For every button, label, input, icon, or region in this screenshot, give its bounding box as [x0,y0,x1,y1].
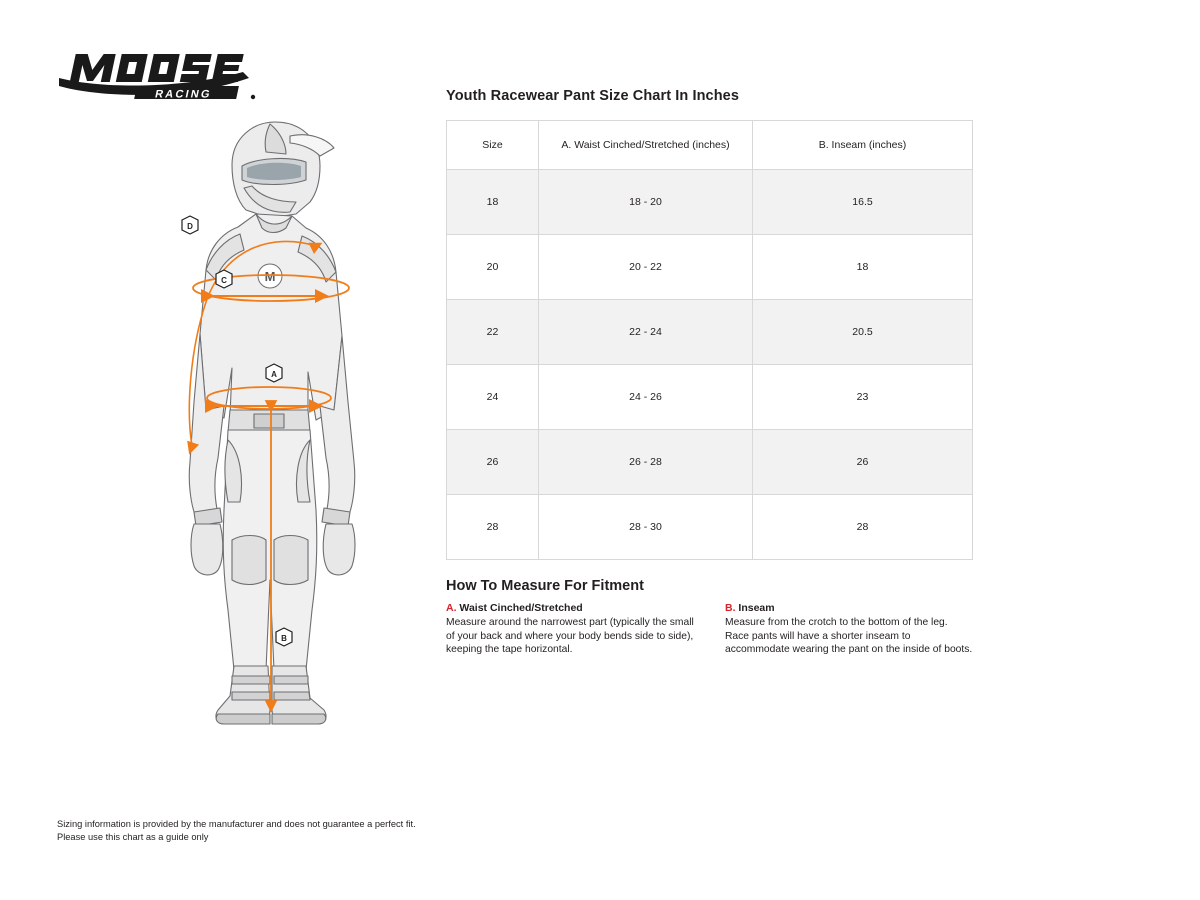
cell-inseam: 28 [753,495,973,560]
measure-body-a: Measure around the narrowest part (typically the small of your back and where your body bends side to side), keeping the tape horizontal. [446,617,694,656]
cell-waist: 22 - 24 [539,300,753,365]
table-row [447,430,973,495]
svg-text:C: C [221,276,227,285]
size-chart-panel [446,88,974,657]
cell-inseam: 23 [753,365,973,430]
cell-waist: 28 - 30 [539,495,753,560]
cell-inseam: 18 [753,235,973,300]
cell-inseam: 16.5 [753,170,973,235]
page-title: Youth Racewear Pant Size Chart In Inches [446,88,740,104]
measure-letter-b: B. [725,602,736,614]
cell-size: 24 [447,365,539,430]
measure-item-waist [446,602,695,657]
measure-heading-b: Inseam [738,602,775,614]
table-row [447,300,973,365]
moose-racing-logo [57,48,257,103]
rider-measurement-diagram [120,110,420,730]
table-row [447,365,973,430]
svg-text:A: A [271,370,277,379]
measure-heading-a: Waist Cinched/Stretched [459,602,583,614]
table-row [447,235,973,300]
svg-text:M: M [264,269,276,284]
svg-text:D: D [187,222,193,231]
cell-inseam: 20.5 [753,300,973,365]
table-header-row [447,121,973,170]
cell-inseam: 26 [753,430,973,495]
how-to-measure-title: How To Measure For Fitment [446,578,644,594]
cell-waist: 24 - 26 [539,365,753,430]
disclaimer [57,818,416,845]
chest-logo-badge [258,264,282,288]
how-to-measure-section [446,578,974,657]
svg-text:RACING: RACING [153,88,213,101]
cell-size: 18 [447,170,539,235]
cell-waist: 26 - 28 [539,430,753,495]
disclaimer-line-1: Sizing information is provided by the manufacturer and does not guarantee a perfect fit. [57,819,416,829]
cell-size: 28 [447,495,539,560]
column-header-size: Size [447,121,539,170]
column-header-waist: A. Waist Cinched/Stretched (inches) [539,121,753,170]
column-header-inseam: B. Inseam (inches) [753,121,973,170]
svg-text:B: B [281,634,287,643]
cell-size: 26 [447,430,539,495]
measure-body-b: Measure from the crotch to the bottom of the leg. Race pants will have a shorter inseam to accommodate wearing the pant on the inside of boots. [725,617,973,656]
size-chart-table [446,120,973,560]
cell-size: 20 [447,235,539,300]
cell-size: 22 [447,300,539,365]
measure-item-inseam [725,602,974,657]
disclaimer-line-2: Please use this chart as a guide only [57,832,209,843]
table-row [447,170,973,235]
cell-waist: 20 - 22 [539,235,753,300]
table-row [447,495,973,560]
cell-waist: 18 - 20 [539,170,753,235]
measure-letter-a: A. [446,602,457,614]
